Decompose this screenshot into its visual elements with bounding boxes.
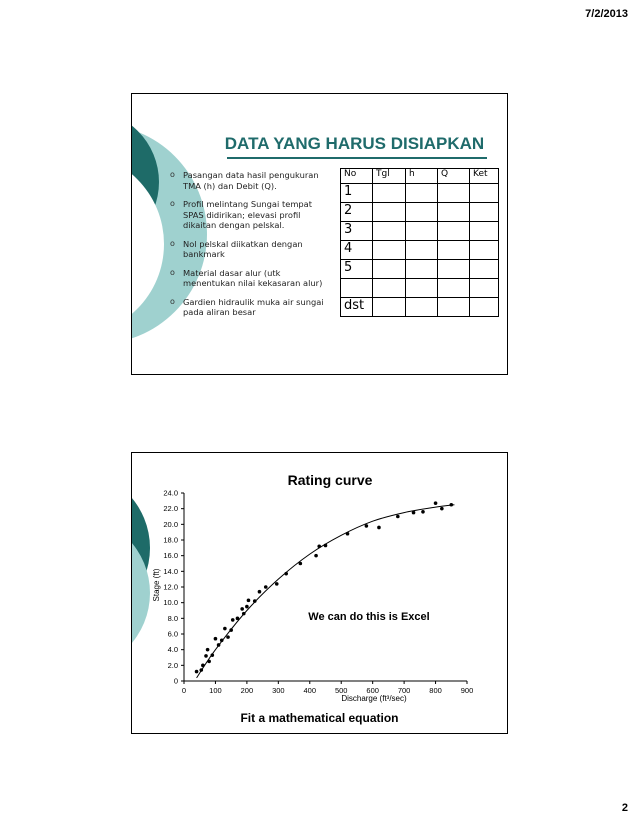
data-point <box>412 511 416 515</box>
data-point <box>284 572 288 576</box>
table-cell: 5 <box>341 260 373 279</box>
x-tick-label: 500 <box>334 686 348 695</box>
data-point <box>377 526 381 530</box>
data-point <box>220 638 224 642</box>
table-row <box>341 222 499 241</box>
data-point <box>206 648 210 652</box>
data-point <box>201 664 205 668</box>
data-point <box>207 660 211 664</box>
chart-annotation: We can do this is Excel <box>308 611 430 623</box>
table-cell: 1 <box>341 184 373 203</box>
data-point <box>449 503 453 507</box>
x-tick-label: 900 <box>460 686 474 695</box>
data-point <box>258 590 262 594</box>
fit-curve-line <box>197 505 455 678</box>
data-point <box>275 582 279 586</box>
x-tick-label: 200 <box>240 686 254 695</box>
data-point <box>245 605 249 609</box>
table-row <box>341 184 499 203</box>
x-tick-label: 100 <box>209 686 222 695</box>
slide-data-requirements <box>131 93 508 375</box>
data-point <box>396 515 400 519</box>
list-item <box>170 199 335 231</box>
bullet-symbol: o <box>170 199 175 208</box>
bullet-text: Nol pelskal diikatkan dengan bankmark <box>183 238 303 259</box>
x-tick-label: 600 <box>366 686 379 695</box>
y-tick-label: 8.0 <box>167 613 178 623</box>
y-tick-label: 20.0 <box>163 519 178 529</box>
bullet-text: Profil melintang Sungai tempat SPAS didirikan; elevasi profil dikaitan dengan pelskal. <box>183 199 313 230</box>
column-header: Q <box>438 169 470 184</box>
y-tick-label: 22.0 <box>163 504 178 514</box>
column-header: h <box>406 169 438 184</box>
y-tick-label: 10.0 <box>163 598 178 608</box>
data-point <box>434 501 438 505</box>
x-tick-label: 700 <box>397 686 411 695</box>
x-tick-label: 400 <box>303 686 317 695</box>
data-point <box>199 668 203 672</box>
table-header-row <box>341 169 499 184</box>
data-point <box>240 607 244 611</box>
table-row <box>341 279 499 298</box>
column-header: Ket <box>470 169 499 184</box>
table-row <box>341 260 499 279</box>
column-header: Tgl <box>373 169 406 184</box>
bullet-list <box>170 170 335 326</box>
data-point <box>229 628 233 632</box>
data-point <box>211 653 215 657</box>
data-points <box>195 501 453 673</box>
page-date: 7/2/2013 <box>585 8 628 20</box>
bullet-text: Gardien hidraulik muka air sungai pada aliran besar <box>183 296 324 317</box>
data-point <box>264 585 268 589</box>
slide-title: DATA YANG HARUS DISIAPKAN <box>224 134 485 153</box>
table-cell: dst <box>341 298 373 317</box>
rating-curve-chart <box>132 453 507 711</box>
y-tick-label: 2.0 <box>167 660 178 670</box>
y-axis-label: Stage (ft) <box>152 568 161 602</box>
chart-axes <box>163 489 473 696</box>
y-tick-label: 18.0 <box>163 535 178 545</box>
data-point <box>365 524 369 528</box>
list-item <box>170 239 335 260</box>
list-item <box>170 297 335 318</box>
table-cell <box>341 279 373 298</box>
bullet-symbol: o <box>170 170 175 179</box>
data-point <box>421 510 425 514</box>
slide-caption: Fit a mathematical equation <box>240 711 399 725</box>
table-cell: 2 <box>341 203 373 222</box>
bullet-symbol: o <box>170 238 175 248</box>
bullet-text: Material dasar alur (utk menentukan nilai kekasaran alur) <box>183 267 323 288</box>
data-point <box>236 617 240 621</box>
data-point <box>440 507 444 511</box>
y-tick-label: 6.0 <box>167 629 178 639</box>
data-point <box>346 532 350 536</box>
table-cell: 3 <box>341 222 373 241</box>
data-point <box>242 612 246 616</box>
data-table <box>340 168 499 317</box>
page-number: 2 <box>621 802 628 814</box>
data-point <box>314 554 318 558</box>
data-point <box>247 599 251 603</box>
data-point <box>217 643 221 647</box>
data-point <box>317 544 321 548</box>
table-row <box>341 241 499 260</box>
y-tick-label: 24.0 <box>163 488 178 498</box>
title-underline <box>227 157 487 159</box>
bullet-symbol: o <box>170 267 175 277</box>
y-tick-label: 0 <box>173 676 178 686</box>
y-tick-label: 16.0 <box>163 551 178 561</box>
y-tick-label: 14.0 <box>163 566 178 576</box>
table-row <box>341 203 499 222</box>
y-tick-label: 12.0 <box>163 582 178 592</box>
data-point <box>324 544 328 548</box>
y-tick-label: 4.0 <box>167 645 178 655</box>
bullet-symbol: o <box>170 296 175 306</box>
data-point <box>226 635 230 639</box>
data-point <box>195 670 199 674</box>
table-row <box>341 298 499 317</box>
slide-rating-curve <box>131 452 508 734</box>
data-point <box>204 654 208 658</box>
data-point <box>253 599 257 603</box>
table-cell: 4 <box>341 241 373 260</box>
x-tick-label: 0 <box>181 686 187 695</box>
list-item <box>170 268 335 289</box>
data-point <box>214 637 218 641</box>
data-point <box>223 627 227 631</box>
x-tick-label: 800 <box>429 686 442 695</box>
list-item <box>170 170 335 191</box>
x-tick-label: 300 <box>272 686 285 695</box>
x-axis-label: Discharge (ft³/sec) <box>341 694 407 703</box>
column-header: No <box>341 169 373 184</box>
bullet-text: Pasangan data hasil pengukuran TMA (h) dan Debit (Q). <box>183 170 319 191</box>
chart-title: Rating curve <box>287 472 373 488</box>
data-point <box>231 618 235 622</box>
data-point <box>299 562 303 566</box>
